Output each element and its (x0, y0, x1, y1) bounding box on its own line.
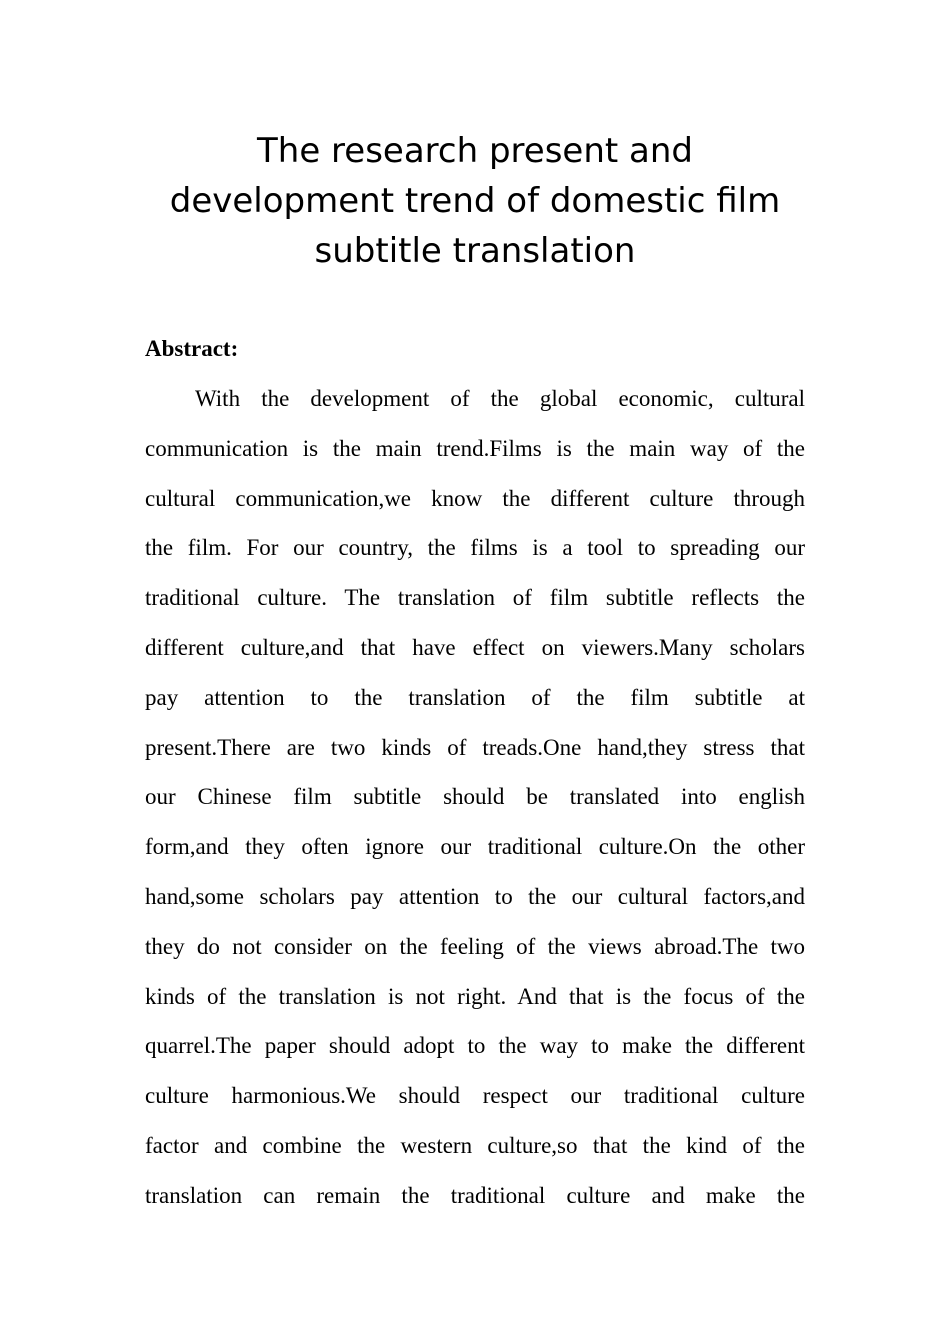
abstract-line: quarrel.The paper should adopt to the way to make the different (145, 1033, 805, 1059)
paper-title (130, 126, 820, 276)
abstract-line: factor and combine the western culture,so that the kind of the (145, 1132, 805, 1158)
abstract-line: translation can remain the traditional culture and make the (145, 1182, 805, 1208)
abstract-line: communication is the main trend.Films is the main way of the (145, 435, 805, 461)
abstract-body (145, 374, 805, 1221)
abstract-line: they do not consider on the feeling of the views abroad.The two (145, 933, 805, 959)
abstract-line: the film. For our country, the films is a tool to spreading our (145, 535, 805, 561)
abstract-line: cultural communication,we know the different culture through (145, 485, 805, 511)
abstract-line: different culture,and that have effect on viewers.Many scholars (145, 634, 805, 660)
abstract-heading: Abstract: (145, 336, 239, 361)
abstract-line: traditional culture. The translation of film subtitle reflects the (145, 585, 805, 611)
paper-title-line: subtitle translation (314, 231, 636, 271)
abstract-line: our Chinese film subtitle should be translated into english (145, 784, 805, 810)
abstract-line: form,and they often ignore our traditional culture.On the other (145, 834, 805, 860)
abstract-line: hand,some scholars pay attention to the our cultural factors,and (145, 883, 805, 909)
abstract-line: With the development of the global economic, cultural (195, 386, 805, 411)
abstract-line: culture harmonious.We should respect our traditional culture (145, 1083, 805, 1109)
abstract-line: kinds of the translation is not right. And that is the focus of the (145, 983, 805, 1009)
paper-title-line: The research present and (257, 131, 693, 171)
abstract-line: present.There are two kinds of treads.One hand,they stress that (145, 734, 805, 760)
abstract-line: pay attention to the translation of the film subtitle at (145, 684, 805, 710)
paper-title-line: development trend of domestic film (169, 181, 781, 221)
